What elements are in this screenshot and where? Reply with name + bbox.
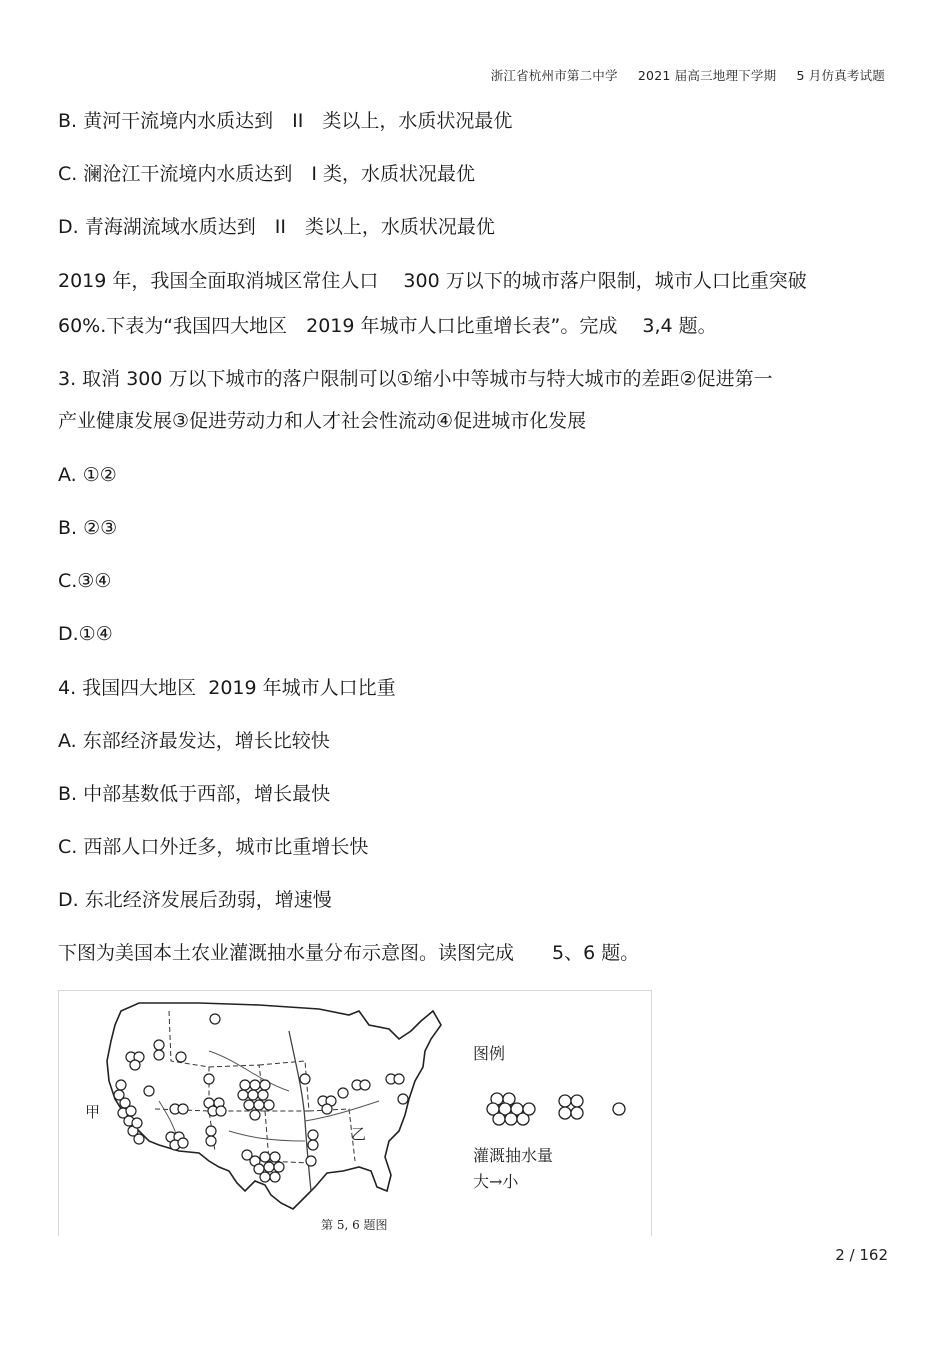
option-a-q4: A. 东部经济最发达，增长比较快 [58,730,330,752]
page-header [0,66,885,84]
irrigation-symbols [114,1014,408,1182]
us-irrigation-map [59,991,651,1236]
option-a-q3: A. ①② [58,464,117,486]
intro-paragraph-line-2: 60%.下表为“我国四大地区 2019 年城市人口比重增长表”。完成 3,4 题。 [58,315,717,337]
figure-intro: 下图为美国本土农业灌溉抽水量分布示意图。读图完成 5、6 题。 [58,942,640,964]
legend-symbol-large [487,1093,535,1125]
label-yi: 乙 [351,1125,367,1143]
legend-symbol-small [613,1103,625,1115]
page-current: 2 [835,1246,845,1264]
header-exam: 2021 届高三地理下学期 [637,68,777,83]
legend-title: 图例 [473,1044,506,1063]
page-separator: / [849,1246,855,1264]
option-d-q3: D.①④ [58,623,113,645]
label-jia: 甲 [85,1103,101,1121]
us-irrigation-map-figure [58,990,652,1236]
header-school: 浙江省杭州市第二中学 [490,68,618,83]
legend-symbol-medium [559,1095,583,1119]
option-c-q2: C. 澜沧江干流境内水质达到 I 类，水质状况最优 [58,163,475,185]
option-d-q4: D. 东北经济发展后劲弱，增速慢 [58,889,332,911]
legend-caption: 灌溉抽水量 [473,1146,554,1165]
intro-paragraph-line-1: 2019 年，我国全面取消城区常住人口 300 万以下的城市落户限制，城市人口比重突破 [58,270,807,292]
option-b-q3: B. ②③ [58,517,118,539]
page-number [0,1246,888,1264]
option-d-q2: D. 青海湖流域水质达到 II 类以上，水质状况最优 [58,216,495,238]
legend-scale: 大→小 [473,1172,519,1191]
figure-caption: 第 5, 6 题图 [321,1218,388,1232]
option-c-q4: C. 西部人口外迁多，城市比重增长快 [58,836,369,858]
option-b-q2: B. 黄河干流境内水质达到 II 类以上，水质状况最优 [58,110,513,132]
page-total: 162 [859,1246,888,1264]
river [305,1101,379,1121]
option-c-q3: C.③④ [58,570,112,592]
question-3-line-1: 3. 取消 300 万以下城市的落户限制可以①缩小中等城市与特大城市的差距②促进第一 [58,368,773,390]
question-3-line-2: 产业健康发展③促进劳动力和人才社会性流动④促进城市化发展 [58,410,587,432]
option-b-q4: B. 中部基数低于西部，增长最快 [58,783,331,805]
question-4: 4. 我国四大地区 2019 年城市人口比重 [58,677,396,699]
header-type: 5 月仿真考试题 [796,68,885,83]
